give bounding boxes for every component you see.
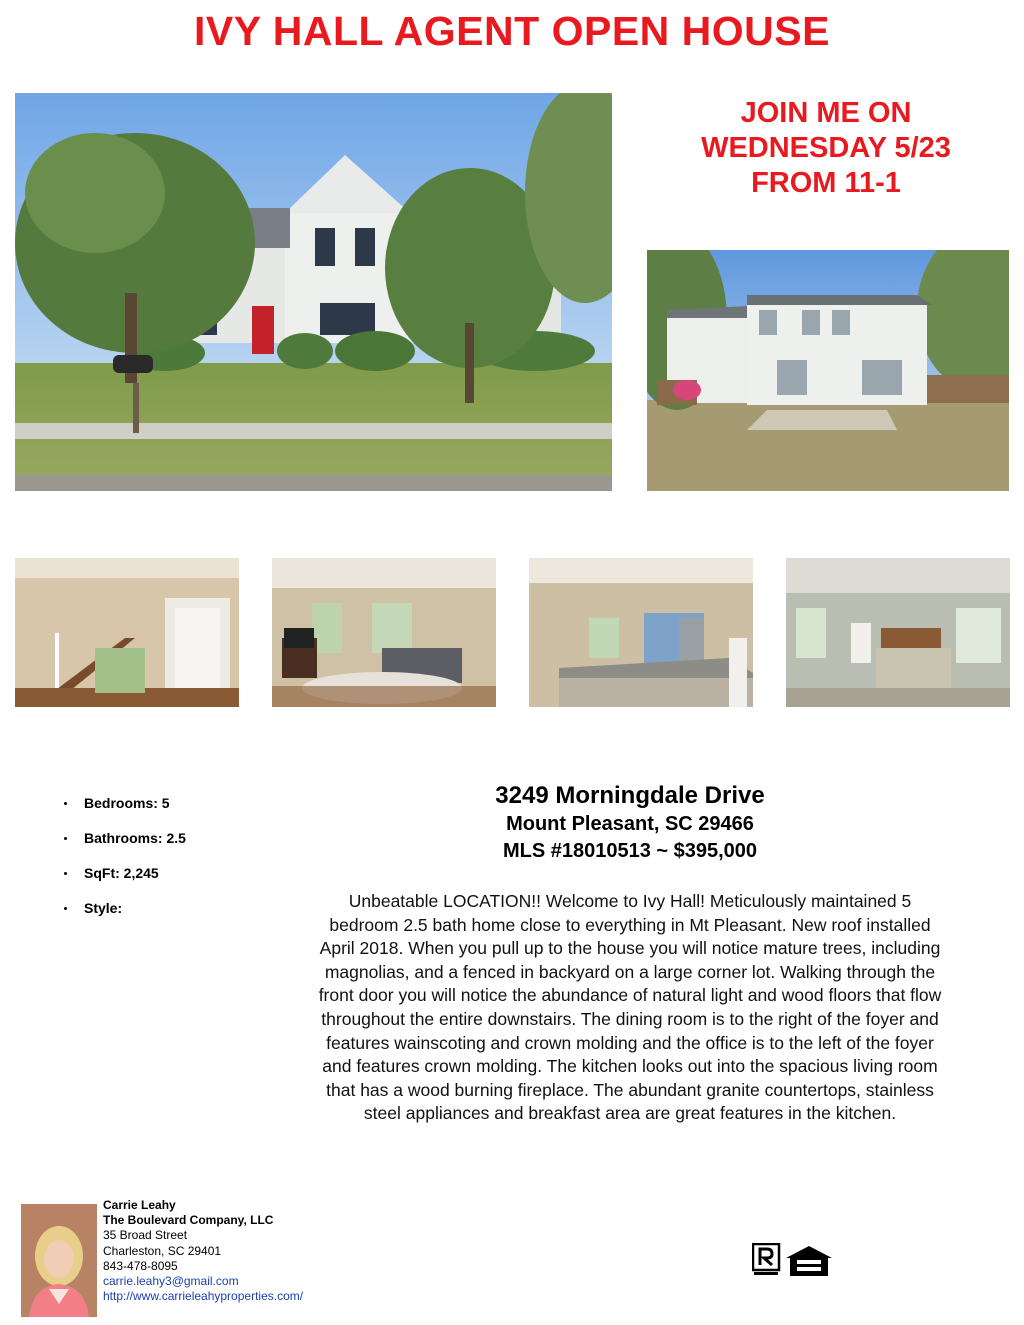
- agent-phone: 843-478-8095: [103, 1258, 178, 1273]
- mls-price: MLS #18010513 ~ $395,000: [502, 840, 758, 862]
- feature-sqft: SqFt: 2,245: [84, 865, 159, 881]
- description-line: features wainscoting and crown molding and the office is to the left of the foyer: [326, 1032, 934, 1053]
- invite-line: JOIN ME ON: [740, 97, 912, 129]
- agent-photo: [21, 1204, 97, 1317]
- listing-address: [420, 781, 840, 865]
- listing-description: [266, 890, 994, 1126]
- house-back-photo: [647, 250, 1009, 491]
- page-title: IVY HALL AGENT OPEN HOUSE: [194, 8, 830, 54]
- description-line: steel appliances and breakfast area are great features in the kitchen.: [363, 1103, 897, 1124]
- property-features: [62, 792, 262, 932]
- feature-bedrooms: Bedrooms: 5: [84, 795, 170, 811]
- agent-address-line1: 35 Broad Street: [103, 1228, 188, 1243]
- agent-email-link[interactable]: carrie.leahy3@gmail.com: [103, 1274, 239, 1289]
- city-state-zip: Mount Pleasant, SC 29466: [506, 813, 754, 835]
- description-line: bedroom 2.5 bath home close to everything in Mt Pleasant. New roof installed: [329, 914, 931, 935]
- feature-item: [62, 827, 262, 862]
- equal-housing-icon: [786, 1246, 832, 1276]
- description-line: April 2018. When you pull up to the house you will notice mature trees, including: [319, 938, 941, 959]
- bedroom-photo: [786, 558, 1010, 707]
- feature-item: [62, 897, 262, 932]
- invite-line: FROM 11-1: [751, 167, 901, 199]
- feature-bathrooms: Bathrooms: 2.5: [84, 830, 186, 846]
- street-address: 3249 Morningdale Drive: [495, 782, 765, 809]
- house-front-photo: [15, 93, 612, 491]
- description-line: throughout the entire downstairs. The dining room is to the right of the foyer and: [321, 1008, 939, 1029]
- description-line: front door you will notice the abundance of natural light and wood floors that flow: [318, 985, 942, 1006]
- description-line: and features crown molding. The kitchen looks out into the spacious living room: [322, 1056, 938, 1077]
- invite-line: WEDNESDAY 5/23: [701, 132, 951, 164]
- description-line: that has a wood burning fireplace. The abundant granite countertops, stainless: [326, 1079, 934, 1100]
- feature-item: [62, 792, 262, 827]
- foyer-photo: [15, 558, 239, 707]
- feature-item: [62, 862, 262, 897]
- realtor-logo-icon: [753, 1244, 779, 1275]
- compliance-logos: [752, 1243, 834, 1277]
- description-line: Unbeatable LOCATION!! Welcome to Ivy Hall! Meticulously maintained 5: [348, 891, 912, 911]
- agent-website-link[interactable]: http://www.carrieleahyproperties.com/: [103, 1289, 304, 1304]
- kitchen-photo: [529, 558, 753, 707]
- open-house-invite: [650, 96, 1002, 201]
- agent-contact: [103, 1198, 303, 1304]
- agent-company: The Boulevard Company, LLC: [103, 1213, 274, 1228]
- feature-style: Style:: [84, 900, 123, 916]
- living-room-photo: [272, 558, 496, 707]
- agent-name: Carrie Leahy: [103, 1198, 176, 1212]
- agent-address-line2: Charleston, SC 29401: [103, 1243, 222, 1258]
- description-line: magnolias, and a fenced in backyard on a large corner lot. Walking through the: [324, 961, 936, 982]
